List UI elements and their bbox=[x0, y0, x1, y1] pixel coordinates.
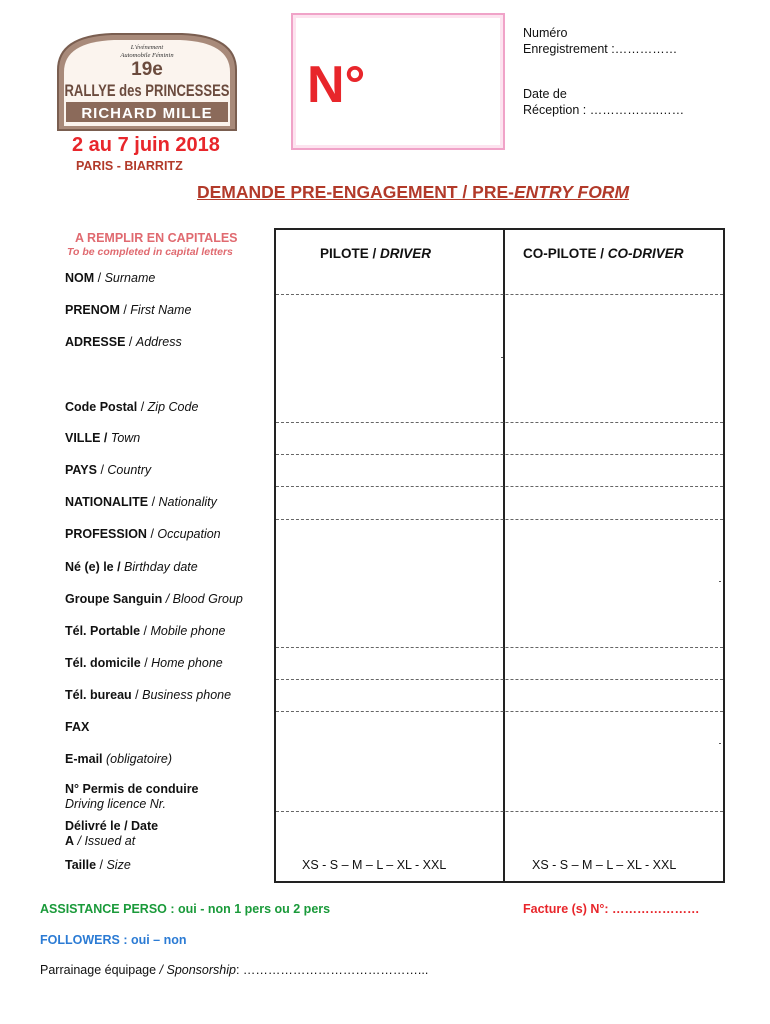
field-nationalite bbox=[65, 495, 217, 509]
field-label-en: First Name bbox=[130, 303, 192, 317]
tick-mark bbox=[719, 581, 721, 582]
field-nom bbox=[65, 271, 155, 285]
field-label: NOM bbox=[65, 271, 95, 285]
reception-date-field: Réception : ……………..…… bbox=[523, 102, 685, 117]
event-dates: 2 au 7 juin 2018 bbox=[72, 134, 220, 156]
field-label-en: Birthday date bbox=[124, 560, 198, 574]
sponsorship-field bbox=[40, 963, 428, 977]
form-title-fr: DEMANDE PRE-ENGAGEMENT / PRE- bbox=[197, 182, 514, 202]
field-label: Délivré le / Date bbox=[65, 819, 159, 833]
field-business-phone bbox=[65, 688, 231, 702]
tick-mark bbox=[501, 357, 503, 358]
codriver-header-en: CO-DRIVER bbox=[607, 246, 684, 261]
field-label-en: Business phone bbox=[142, 688, 232, 702]
event-cities: PARIS - BIARRITZ bbox=[76, 159, 183, 173]
number-label: N° bbox=[307, 56, 366, 114]
field-label: VILLE / bbox=[65, 431, 111, 445]
instructions-fr: A REMPLIR EN CAPITALES bbox=[75, 231, 238, 245]
entry-table bbox=[274, 228, 725, 883]
row-separator bbox=[276, 647, 723, 648]
field-taille bbox=[65, 858, 131, 872]
tick-mark bbox=[719, 743, 721, 744]
row-separator bbox=[276, 422, 723, 423]
field-label: FAX bbox=[65, 720, 90, 734]
field-sep: / bbox=[137, 400, 148, 414]
row-separator bbox=[276, 811, 723, 812]
row-separator bbox=[276, 454, 723, 455]
logo-sponsor: RICHARD MILLE bbox=[81, 105, 213, 122]
field-label: Code Postal bbox=[65, 400, 138, 414]
field-label: Né (e) le / bbox=[65, 560, 125, 574]
field-label: E-mail bbox=[65, 752, 103, 766]
field-label-en: Town bbox=[110, 431, 141, 445]
field-label: N° Permis de conduire bbox=[65, 782, 199, 796]
field-label-en: (obligatoire) bbox=[106, 752, 173, 766]
field-code-postal bbox=[65, 400, 198, 414]
field-label-en: Address bbox=[135, 335, 182, 349]
field-delivre bbox=[65, 819, 158, 849]
column-divider bbox=[503, 228, 505, 883]
field-sep: / bbox=[125, 335, 136, 349]
logo-edition: 19e bbox=[131, 59, 163, 80]
driver-header-fr: PILOTE / bbox=[320, 246, 381, 261]
codriver-header-fr: CO-PILOTE / bbox=[523, 246, 608, 261]
driver-size-options[interactable]: XS - S – M – L – XL - XXL bbox=[302, 858, 447, 872]
field-profession bbox=[65, 527, 221, 541]
field-label-en: Surname bbox=[104, 271, 156, 285]
field-sep: / bbox=[96, 463, 108, 477]
field-label-en: Nationality bbox=[158, 495, 217, 509]
field-label: Tél. bureau bbox=[65, 688, 132, 702]
sponsorship-blank: : ……………………………………... bbox=[235, 963, 429, 977]
invoice-number: Facture (s) N°: ………………… bbox=[523, 902, 700, 916]
field-sep: / bbox=[96, 858, 107, 872]
logo-line1: L'événement bbox=[130, 44, 164, 51]
reception-date-label: Date de bbox=[523, 87, 567, 101]
codriver-size-options[interactable]: XS - S – M – L – XL - XXL bbox=[532, 858, 677, 872]
field-label-en: Mobile phone bbox=[150, 624, 226, 638]
sponsorship-label: Parrainage équipage bbox=[40, 963, 160, 977]
row-separator bbox=[276, 679, 723, 680]
instructions-en: To be completed in capital letters bbox=[67, 246, 233, 258]
field-email bbox=[65, 752, 172, 766]
row-separator bbox=[276, 486, 723, 487]
field-label: A bbox=[65, 834, 75, 848]
form-title-en: ENTRY FORM bbox=[513, 182, 630, 202]
field-sep: / bbox=[140, 656, 152, 670]
field-pays bbox=[65, 463, 151, 477]
rallye-logo bbox=[52, 30, 242, 132]
field-sep: / bbox=[140, 624, 151, 638]
logo-rallye: RALLYE des PRINCESSES bbox=[64, 81, 230, 100]
logo-line2: Automobile Féminin bbox=[120, 52, 174, 59]
driver-header-en: DRIVER bbox=[380, 246, 432, 261]
field-blood-group bbox=[65, 592, 243, 606]
field-label-en: Zip Code bbox=[147, 400, 199, 414]
assistance-option[interactable]: ASSISTANCE PERSO : oui - non 1 pers ou 2 pers bbox=[40, 902, 331, 916]
field-mobile bbox=[65, 624, 226, 638]
field-label: Groupe Sanguin bbox=[65, 592, 163, 606]
reception-date bbox=[523, 87, 684, 118]
field-label: Tél. domicile bbox=[65, 656, 141, 670]
field-label: PAYS bbox=[65, 463, 97, 477]
row-separator bbox=[276, 519, 723, 520]
field-sep: / bbox=[146, 527, 158, 541]
field-sep: / bbox=[148, 495, 159, 509]
followers-option[interactable]: FOLLOWERS : oui – non bbox=[40, 933, 187, 947]
field-label-en: Size bbox=[106, 858, 131, 872]
field-permis bbox=[65, 782, 199, 812]
registration-number bbox=[523, 26, 677, 57]
field-label: PROFESSION bbox=[65, 527, 147, 541]
driver-column-header bbox=[320, 246, 431, 261]
field-birthday bbox=[65, 560, 198, 574]
field-label: PRENOM bbox=[65, 303, 120, 317]
codriver-column-header bbox=[523, 246, 684, 261]
number-box bbox=[291, 13, 505, 150]
field-label: Taille bbox=[65, 858, 97, 872]
sponsorship-label-en: / Sponsorship bbox=[159, 963, 236, 977]
registration-number-field: Enregistrement :…………… bbox=[523, 41, 678, 56]
field-prenom bbox=[65, 303, 191, 317]
field-label-en: Occupation bbox=[157, 527, 221, 541]
field-sep: / bbox=[131, 688, 143, 702]
field-label: Tél. Portable bbox=[65, 624, 141, 638]
field-fax bbox=[65, 720, 89, 734]
registration-number-label: Numéro bbox=[523, 26, 568, 40]
field-ville bbox=[65, 431, 140, 445]
form-title bbox=[197, 182, 629, 203]
row-separator bbox=[276, 711, 723, 712]
field-home-phone bbox=[65, 656, 223, 670]
field-sep: / bbox=[119, 303, 131, 317]
field-label-en: / Blood Group bbox=[165, 592, 243, 606]
field-label-en: Country bbox=[107, 463, 152, 477]
field-label: NATIONALITE bbox=[65, 495, 149, 509]
field-label-en: Driving licence Nr. bbox=[65, 797, 166, 811]
field-label-en: Home phone bbox=[151, 656, 223, 670]
field-label-en: / Issued at bbox=[74, 834, 136, 848]
field-sep: / bbox=[94, 271, 105, 285]
field-adresse bbox=[65, 335, 182, 349]
row-separator bbox=[276, 294, 723, 295]
field-label: ADRESSE bbox=[65, 335, 126, 349]
